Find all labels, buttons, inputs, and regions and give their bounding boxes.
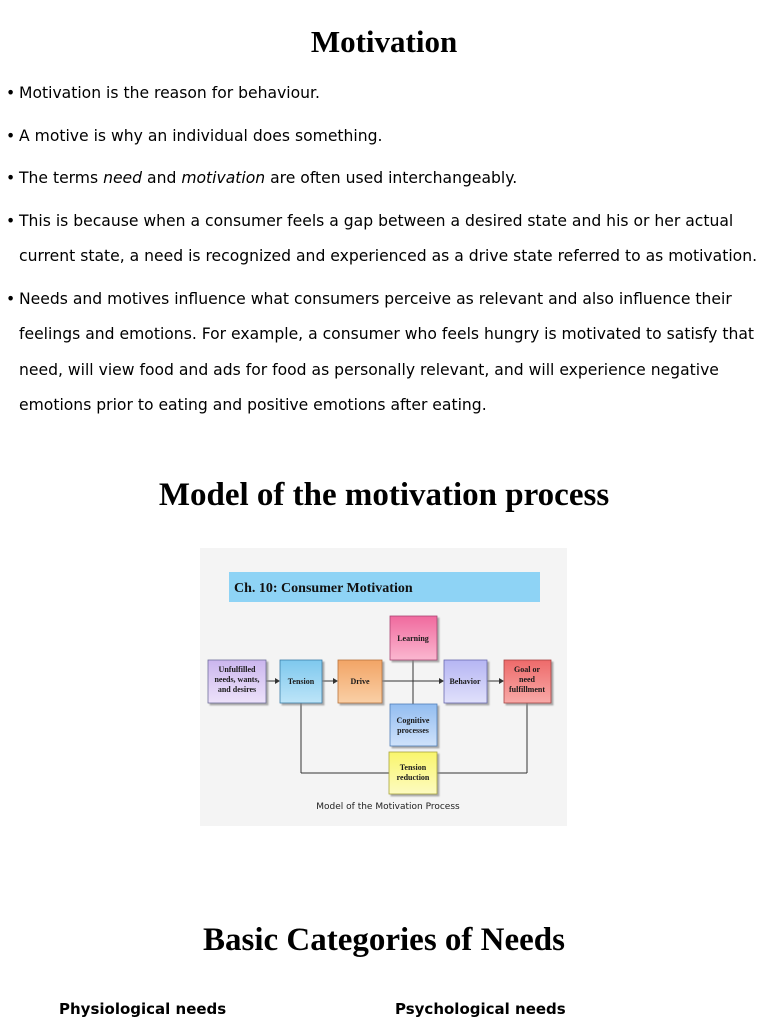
bullet-item: • This is because when a consumer feels a gap between a desired state and his or her actual current state, a need is recognized and experienced as a drive state referred to as motivation.	[6, 204, 766, 275]
node-label: Cognitive	[396, 716, 430, 725]
page-title: Motivation	[310, 24, 458, 59]
section-title-needs: Basic Categories of Needs	[202, 922, 565, 958]
physiological-needs-heading: Physiological needs	[59, 1000, 227, 1018]
node-cognitive-processes	[390, 704, 437, 746]
bullet-list	[6, 76, 766, 431]
diagram-caption: Model of the Motivation Process	[316, 802, 460, 812]
node-drive	[338, 660, 382, 703]
node-label: needs, wants,	[214, 675, 260, 684]
node-label: Drive	[350, 677, 370, 686]
node-label: Tension	[287, 677, 315, 686]
bullet-text: are often used interchangeably.	[265, 169, 518, 187]
diagram-header: Ch. 10: Consumer Motivation	[234, 581, 413, 596]
node-label: fulfillment	[509, 685, 545, 694]
bullet-item: • Motivation is the reason for behaviour.	[6, 76, 766, 112]
node-unfulfilled-needs	[208, 660, 266, 703]
node-label: Tension	[399, 763, 427, 772]
node-label: need	[519, 675, 535, 684]
node-tension-reduction	[389, 752, 437, 794]
node-label: Learning	[397, 634, 429, 643]
node-tension	[280, 660, 322, 703]
node-learning	[390, 616, 437, 660]
node-label: Unfulfilled	[218, 665, 256, 674]
bullet-item: • A motive is why an individual does something.	[6, 119, 766, 155]
section-title-model: Model of the motivation process	[158, 477, 610, 513]
node-label: processes	[397, 726, 429, 735]
bullet-item	[6, 161, 766, 197]
node-label: Goal or	[514, 665, 540, 674]
node-goal-fulfillment	[504, 660, 551, 703]
emphasis-motivation: motivation	[181, 169, 266, 187]
node-label: Behavior	[449, 677, 481, 686]
node-label: reduction	[396, 773, 430, 782]
bullet-text: The terms	[19, 169, 104, 187]
bullet-text: and	[142, 169, 182, 187]
bullet-item: • Needs and motives influence what consumers perceive as relevant and also influence their feelings and emotions. For example, a consumer who feels hungry is motivated to satisfy that need, will view food and ads for food as personally relevant, and will experience negative emotions prior to eating and positive emotions after eating.	[6, 282, 766, 424]
emphasis-need: need	[103, 169, 143, 187]
psychological-needs-heading: Psychological needs	[395, 1000, 566, 1018]
motivation-process-diagram	[200, 548, 567, 826]
node-behavior	[444, 660, 487, 703]
node-label: and desires	[217, 685, 257, 694]
